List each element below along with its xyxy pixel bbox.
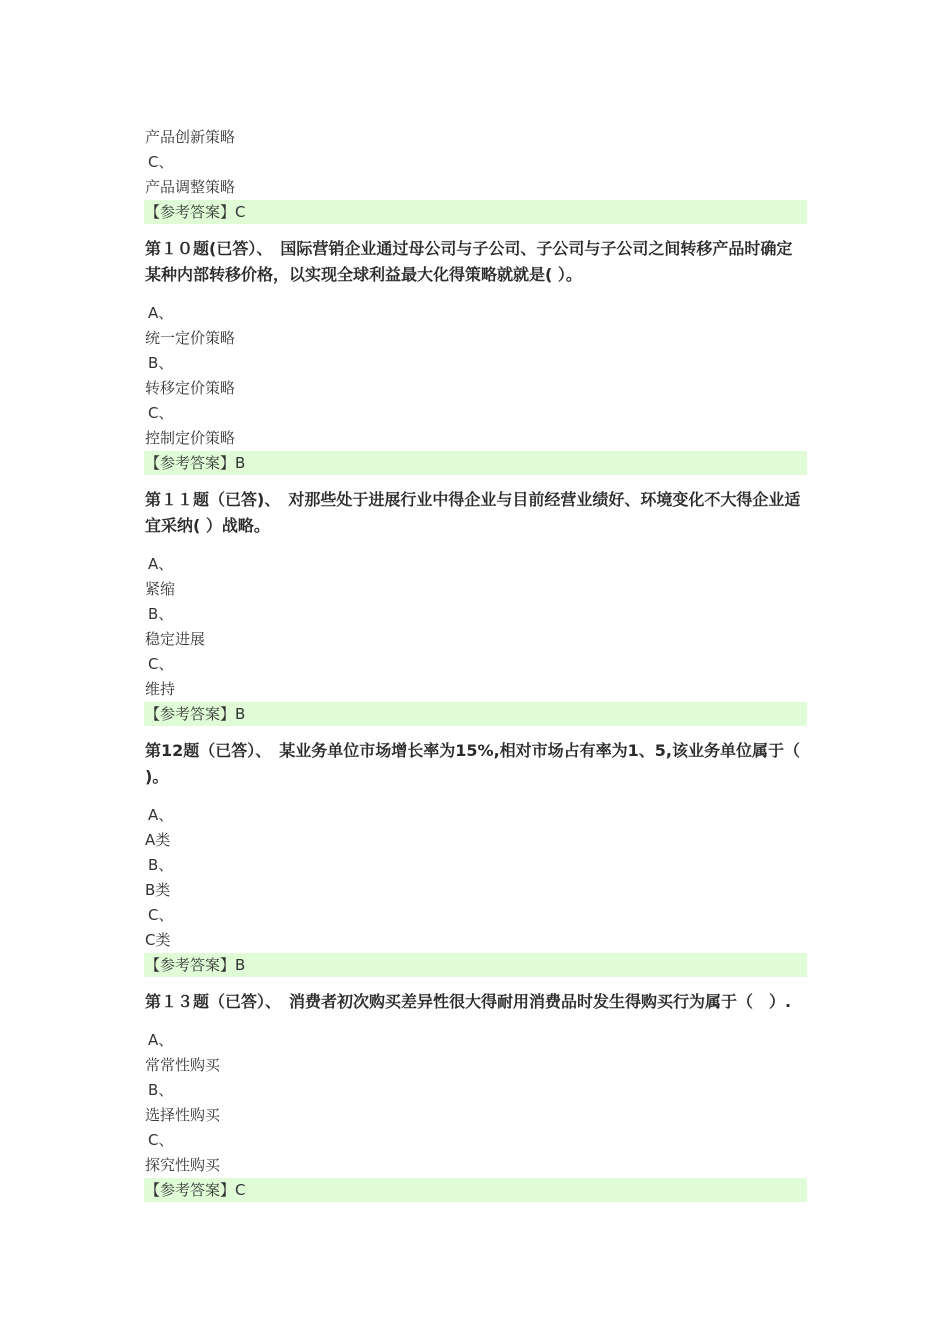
question-title: 第12题（已答）、 某业务单位市场增长率为15%,相对市场占有率为1、5,该业务单位属于（ )。 (145, 741, 800, 786)
question-title: 第１１题（已答)、 对那些处于进展行业中得企业与目前经营业绩好、环境变化不大得企业适宜采纳( ）战略。 (145, 490, 801, 535)
question-title: 第１３题（已答）、 消费者初次购买差异性很大得耐用消费品时发生得购买行为属于（ ）. (145, 992, 792, 1011)
reference-answer: 【参考答案】B (144, 451, 807, 475)
option-letter: B、 (148, 1081, 174, 1099)
reference-answer: 【参考答案】C (144, 200, 807, 224)
option-text: 产品创新策略 (145, 128, 236, 146)
reference-answer: 【参考答案】B (144, 953, 807, 977)
option-letter: A、 (148, 1031, 174, 1049)
option-letter: A、 (148, 555, 174, 573)
option-letter: A、 (148, 806, 174, 824)
option-text: 常常性购买 (145, 1056, 221, 1074)
option-letter: B、 (148, 354, 174, 372)
option-text: 探究性购买 (145, 1156, 221, 1174)
option-text: 产品调整策略 (145, 178, 236, 196)
option-letter: C、 (148, 906, 174, 924)
option-text: C类 (145, 931, 171, 949)
reference-answer: 【参考答案】B (144, 702, 807, 726)
option-text: 稳定进展 (145, 630, 206, 648)
option-text: 选择性购买 (145, 1106, 221, 1124)
option-letter: C、 (148, 1131, 174, 1149)
document-body (145, 125, 807, 1202)
lead-block (145, 125, 807, 224)
option-text: 统一定价策略 (145, 329, 236, 347)
question-title: 第１０题(已答）、 国际营销企业通过母公司与子公司、子公司与子公司之间转移产品时确定某种内部转移价格，以实现全球利益最大化得策略就就是( ）。 (145, 239, 793, 284)
option-text: 紧缩 (145, 580, 176, 598)
question-block (145, 487, 807, 726)
question-block (145, 738, 807, 977)
option-letter: B、 (148, 856, 174, 874)
option-text: B类 (145, 881, 171, 899)
option-letter: B、 (148, 605, 174, 623)
question-block (145, 989, 807, 1202)
option-letter: C、 (148, 153, 174, 171)
option-letter: C、 (148, 404, 174, 422)
reference-answer: 【参考答案】C (144, 1178, 807, 1202)
option-text: A类 (145, 831, 171, 849)
question-block (145, 236, 807, 475)
option-text: 转移定价策略 (145, 379, 236, 397)
option-text: 维持 (145, 680, 176, 698)
option-letter: A、 (148, 304, 174, 322)
option-text: 控制定价策略 (145, 429, 236, 447)
option-letter: C、 (148, 655, 174, 673)
